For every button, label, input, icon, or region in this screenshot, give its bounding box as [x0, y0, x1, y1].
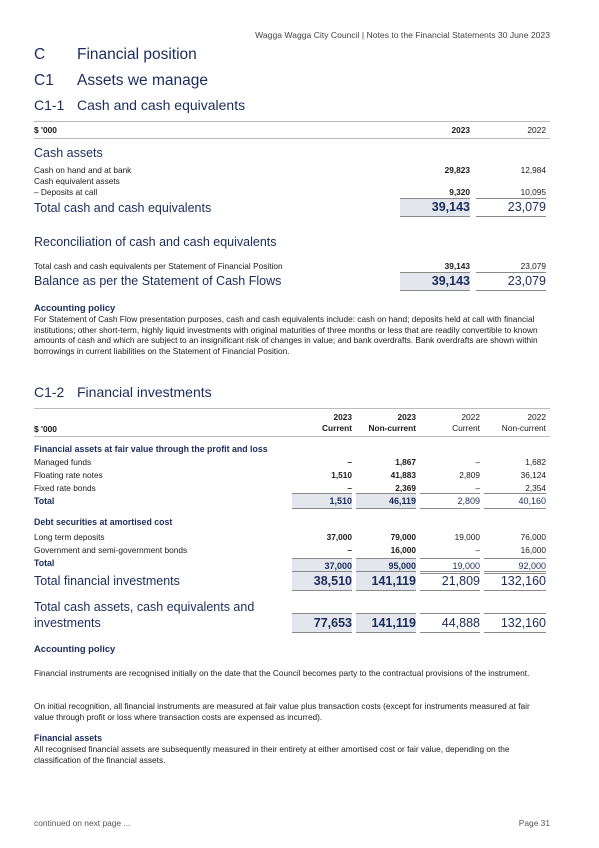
group1-total-cell: 40,160 [484, 493, 546, 509]
col-header-year: 2022 [461, 412, 480, 422]
unit-label: $ '000 [34, 125, 57, 135]
col-header-2022: 2022 [527, 125, 546, 135]
col-header-2022-current [420, 412, 480, 434]
total-fin-label: Total financial investments [34, 574, 180, 588]
col-header-kind: Current [452, 423, 480, 433]
financial-assets-text: All recognised financial assets are subsequently measured in their entirety at either amortised cost or fair value, depending on the classification of the financial assets. [34, 744, 510, 765]
group2-total-cell: 92,000 [484, 558, 546, 574]
cell: – [475, 545, 480, 555]
row-label: Cash equivalent assets [34, 176, 120, 186]
policy-paragraph-1: Financial instruments are recognised initially on the date that the Council becomes party to the contractual provisions of the instrument. [34, 668, 530, 678]
subsection-heading [34, 72, 208, 90]
col-header-year: 2023 [333, 412, 352, 422]
total-cash-label-line2: investments [34, 616, 101, 630]
total-fin-cell: 132,160 [484, 571, 546, 591]
cell: 1,867 [395, 457, 416, 467]
row-label: Floating rate notes [34, 470, 103, 480]
recon-total-2022: 23,079 [476, 272, 546, 291]
cell: 76,000 [520, 532, 546, 542]
group-title-cash-assets: Cash assets [34, 146, 103, 160]
col-header-2023-noncurrent [356, 412, 416, 434]
financial-assets-title: Financial assets [34, 733, 102, 743]
section-heading [34, 46, 197, 64]
reconciliation-title: Reconciliation of cash and cash equivalents [34, 235, 277, 249]
cell: – [347, 483, 352, 493]
policy-text: For Statement of Cash Flow presentation purposes, cash and cash equivalents include: cash on hand; deposits held at call with financial institutions; other short-term, highly liquid investments with original maturities of three months or less that are readily convertible to known amounts of cash and which are subject to an insignificant risk of changes in value; and bank overdrafts. Bank overdrafts are shown within borrowings in current liabilities on the Statement of Financial Position. [34, 314, 538, 356]
group1-total-cell: 1,510 [292, 493, 352, 509]
cell: 79,000 [390, 532, 416, 542]
group2-total-cell: 95,000 [356, 558, 416, 574]
note-title: Financial investments [77, 384, 212, 400]
col-header-2023-current [292, 412, 352, 434]
cell: – [347, 545, 352, 555]
table-top-rule [34, 121, 550, 122]
group2-total-label: Total [34, 558, 55, 568]
page-number: Page 31 [518, 818, 550, 828]
group1-total-label: Total [34, 496, 55, 506]
cell-2023: 9,320 [449, 187, 470, 197]
document-header: Wagga Wagga City Council | Notes to the Financial Statements 30 June 2023 [255, 30, 550, 40]
policy-title: Accounting policy [34, 302, 116, 313]
col-header-kind: Current [322, 423, 352, 433]
total-cash-cell: 44,888 [420, 613, 480, 633]
note-code: C1-1 [34, 97, 65, 113]
footer-continued: continued on next page ... [34, 818, 131, 828]
cell-2023: 29,823 [444, 165, 470, 175]
cell-2022: 10,095 [520, 187, 546, 197]
section-title: Financial position [77, 46, 197, 63]
group-title-fvtpl: Financial assets at fair value through the profit and loss [34, 444, 268, 454]
row-label: Government and semi-government bonds [34, 545, 188, 555]
col-header-year: 2023 [397, 412, 416, 422]
total-cash-cell: 77,653 [292, 613, 352, 633]
table-header-rule [34, 138, 550, 139]
total-2023: 39,143 [400, 198, 470, 217]
cell: 1,510 [331, 470, 352, 480]
col-header-kind: Non-current [501, 423, 546, 433]
recon-row-2023: 39,143 [444, 261, 470, 271]
subsection-code: C1 [34, 72, 54, 89]
note-code: C1-2 [34, 384, 65, 400]
group1-total-cell: 46,119 [356, 493, 416, 509]
col-header-2022-noncurrent [484, 412, 546, 434]
group-title-amortised: Debt securities at amortised cost [34, 517, 173, 527]
total-cash-label [34, 599, 254, 631]
col-header-2023: 2023 [451, 125, 470, 135]
note-heading-c1-2 [34, 384, 212, 400]
col-header-year: 2022 [527, 412, 546, 422]
note-heading-c1-1 [34, 97, 245, 113]
recon-total-label: Balance as per the Statement of Cash Flows [34, 274, 282, 288]
cell: 16,000 [520, 545, 546, 555]
cell: 36,124 [520, 470, 546, 480]
total-fin-cell: 38,510 [292, 571, 352, 591]
total-cash-cell: 141,119 [356, 613, 416, 633]
total-cash-label-line1: Total cash assets, cash equivalents and [34, 600, 255, 614]
group2-total-cell: 19,000 [420, 558, 480, 574]
recon-row-2022: 23,079 [520, 261, 546, 271]
recon-row-label: Total cash and cash equivalents per Statement of Financial Position [34, 261, 283, 271]
cell: 2,809 [459, 470, 480, 480]
row-label: Cash on hand and at bank [34, 165, 132, 175]
subsection-title: Assets we manage [77, 72, 208, 89]
group1-total-cell: 2,809 [420, 493, 480, 509]
total-label: Total cash and cash equivalents [34, 201, 212, 215]
total-fin-cell: 141,119 [356, 571, 416, 591]
cell: 16,000 [390, 545, 416, 555]
cell: 1,682 [525, 457, 546, 467]
row-label: Long term deposits [34, 532, 105, 542]
col-header-kind: Non-current [368, 423, 416, 433]
total-2022: 23,079 [476, 198, 546, 217]
recon-total-2023: 39,143 [400, 272, 470, 291]
group2-total-cell: 37,000 [292, 558, 352, 574]
total-fin-cell: 21,809 [420, 571, 480, 591]
cell: 2,354 [525, 483, 546, 493]
total-cash-cell: 132,160 [484, 613, 546, 633]
section-code: C [34, 46, 46, 63]
cell: 19,000 [454, 532, 480, 542]
table-top-rule [34, 408, 550, 409]
policy-paragraph-2: On initial recognition, all financial instruments are measured at fair value plus transaction costs (except for instruments measured at fair value through profit or loss where transaction costs are expensed as incurred). [34, 701, 530, 722]
cell: 37,000 [326, 532, 352, 542]
row-label: Fixed rate bonds [34, 483, 96, 493]
note-title: Cash and cash equivalents [77, 97, 246, 113]
row-label: Managed funds [34, 457, 92, 467]
unit-label: $ '000 [34, 424, 57, 434]
row-label: – Deposits at call [34, 187, 98, 197]
cell: – [475, 457, 480, 467]
cell: – [347, 457, 352, 467]
cell-2022: 12,984 [520, 165, 546, 175]
cell: 41,883 [390, 470, 416, 480]
policy-title: Accounting policy [34, 643, 116, 654]
table-header-rule [34, 436, 550, 437]
cell: 2,369 [395, 483, 416, 493]
cell: – [475, 483, 480, 493]
